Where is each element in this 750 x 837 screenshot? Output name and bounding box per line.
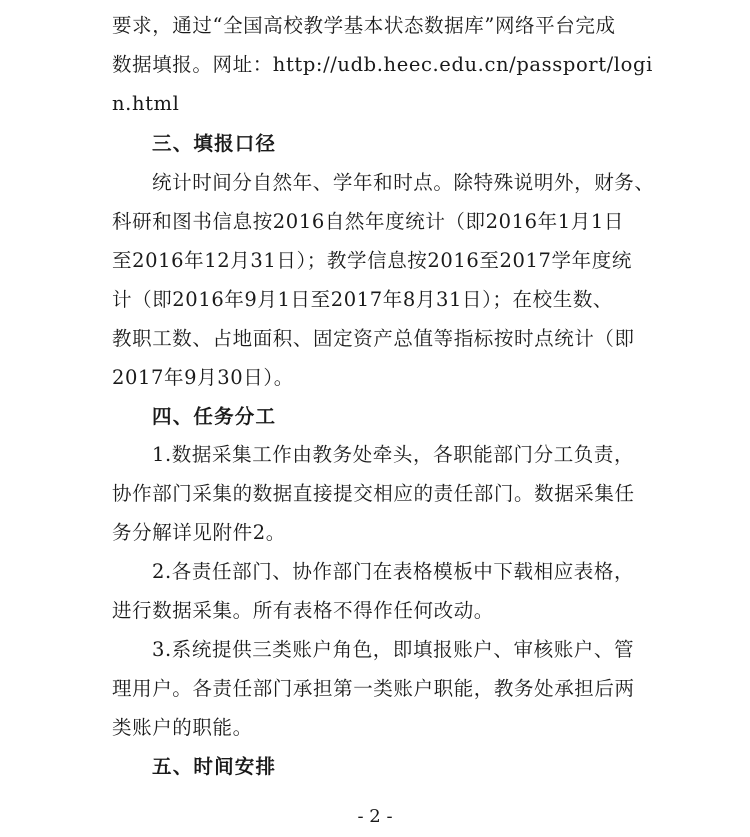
body-text-line: 要求，通过“全国高校教学基本状态数据库”网络平台完成 (112, 14, 616, 37)
body-text-line: 科研和图书信息按2016自然年度统计（即2016年1月1日 (112, 210, 624, 233)
body-text-line: 务分解详见附件2。 (112, 521, 286, 544)
body-text-line: 类账户的职能。 (112, 716, 253, 739)
body-text-line: 进行数据采集。所有表格不得作任何改动。 (112, 599, 494, 622)
body-text-line: 至2016年12月31日）；教学信息按2016至2017学年度统 (112, 249, 632, 272)
body-text-line: 教职工数、占地面积、固定资产总值等指标按时点统计（即 (112, 327, 635, 350)
body-text-line: 统计时间分自然年、学年和时点。除特殊说明外，财务、 (152, 171, 655, 194)
body-text-line: 3.系统提供三类账户角色，即填报账户、审核账户、管 (152, 638, 635, 661)
body-text-line: 数据填报。网址：http://udb.heec.edu.cn/passport/logi (112, 53, 653, 76)
section-heading: 三、填报口径 (152, 132, 277, 155)
page-number: - 2 - (357, 806, 393, 827)
body-text-line: 协作部门采集的数据直接提交相应的责任部门。数据采集任 (112, 482, 635, 505)
body-text-line: 理用户。各责任部门承担第一类账户职能，教务处承担后两 (112, 677, 635, 700)
body-text-line: 1.数据采集工作由教务处牵头，各职能部门分工负责， (152, 443, 635, 466)
body-text-line: n.html (112, 92, 180, 115)
body-text-line: 2017年9月30日）。 (112, 366, 294, 389)
body-text-line: 计（即2016年9月1日至2017年8月31日）；在校生数、 (112, 288, 614, 311)
section-heading: 四、任务分工 (152, 405, 277, 428)
body-text-line: 2.各责任部门、协作部门在表格模板中下载相应表格， (152, 560, 635, 583)
section-heading: 五、时间安排 (152, 755, 277, 778)
